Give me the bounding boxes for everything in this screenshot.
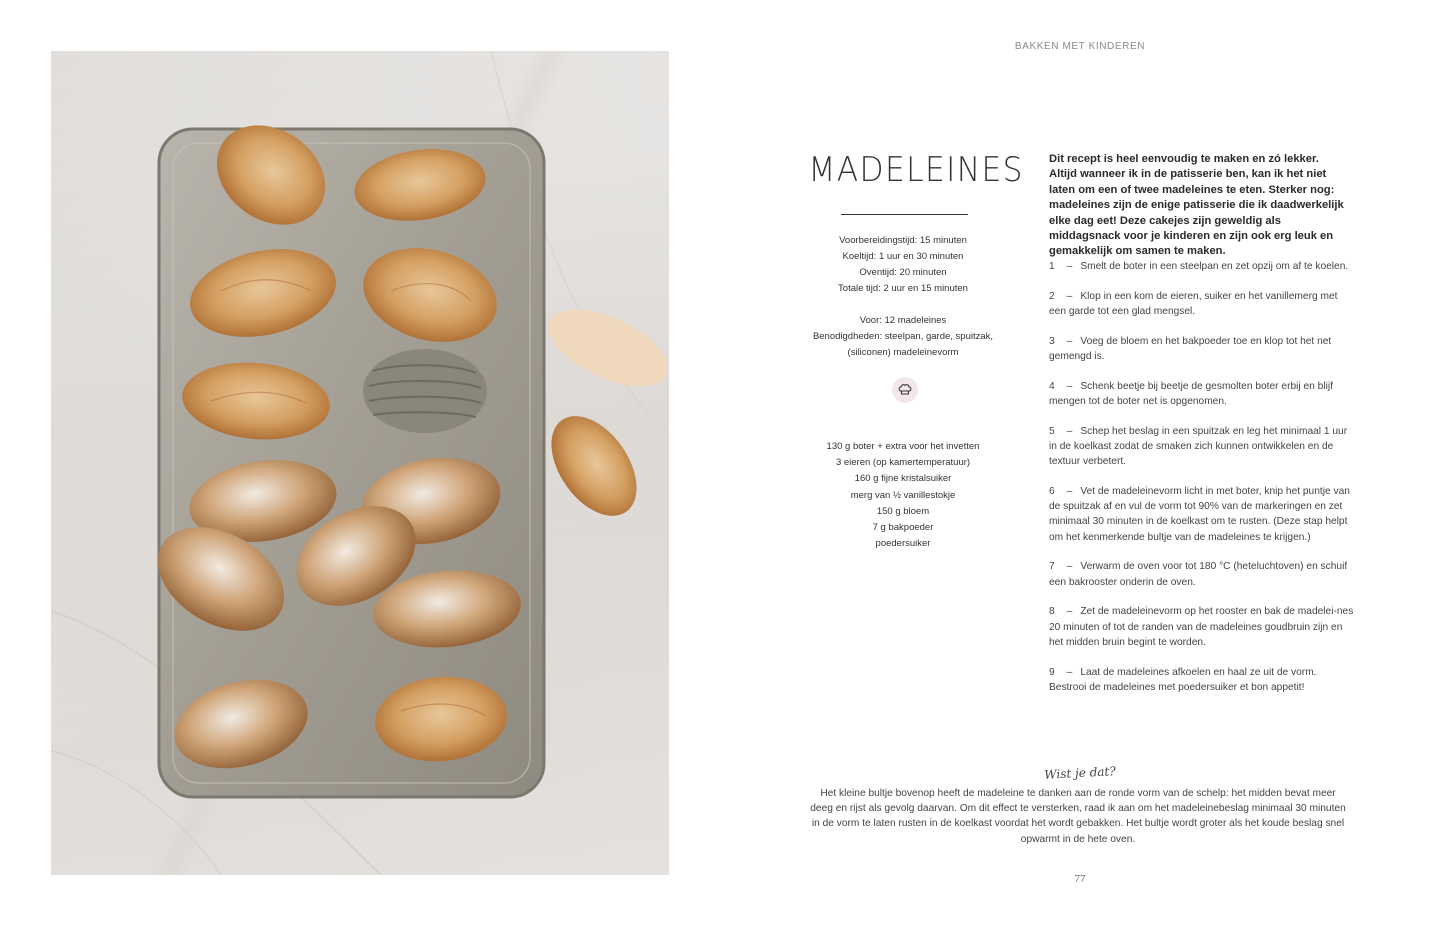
page-number: 77 xyxy=(1074,873,1086,885)
step-3: 3 – Voeg de bloem en het bakpoeder toe en klop tot het net gemengd is. xyxy=(1049,335,1332,362)
step-1: 1 – Smelt de boter in een steelpan en zet opzij om af te koelen. xyxy=(1049,261,1349,272)
step-9: 9 – Laat de madeleines afkoelen en haal ze uit de vorm. Bestrooi de madeleines met poedersuiker et bon appetit! xyxy=(1049,666,1317,693)
ingredient: 130 g boter + extra voor het invetten xyxy=(826,441,980,452)
total-time: Totale tijd: 2 uur en 15 minuten xyxy=(838,283,968,294)
chef-hat-icon xyxy=(892,377,918,403)
bake-time: Oventijd: 20 minuten xyxy=(859,267,947,278)
tip-text: Het kleine bultje bovenop heeft de madeleine te danken aan de ronde vorm van de schelp: het midden bevat meer deeg en rijst als gevolg daarvan. Om dit effect te versterken, raad ik aan om het madeleinebeslag minimaal 30 minuten in de vorm te laten rusten in de koelkast voordat het wordt gebakken. Het bultje wordt groter als het koude beslag snel opwarmt in de hete oven. xyxy=(810,788,1346,845)
yield: Voor: 12 madeleines xyxy=(859,315,947,326)
ingredient: 7 g bakpoeder xyxy=(872,522,934,534)
prep-time: Voorbereidingstijd: 15 minuten xyxy=(839,235,967,246)
step-7: 7 – Verwarm de oven voor tot 180 °C (heteluchtoven) en schuif een bakrooster onderin de oven. xyxy=(1049,561,1348,588)
ingredient: poedersuiker xyxy=(875,538,931,550)
step-4: 4 – Schenk beetje bij beetje de gesmolten boter erbij en blijf mengen tot de boter net is opgenomen. xyxy=(1049,380,1333,407)
ingredient: 150 g bloem xyxy=(876,505,930,517)
step-2: 2 – Klop in een kom de eieren, suiker en het vanillemerg met een garde tot een glad mengsel. xyxy=(1049,290,1338,317)
step-6: 6 – Vet de madeleinevorm licht in met boter, knip het puntje van de spuitzak af en vul de vorm tot 90% van de markeringen en zet minimaal 30 minuten in de koelkast om te rusten. (Deze stap helpt om het kenmerkende bultje van de madeleines te krijgen.) xyxy=(1049,486,1350,543)
intro-paragraph: Dit recept is heel eenvoudig te maken en zó lekker. Altijd wanneer ik in de patisserie ben, kan ik het niet laten om een of twee madeleines te eten. Sterker nog: madeleines zijn de enige patisserie die ik daadwerkelijk elke dag eet! Deze cakejes zijn geweldig als middagsnack voor je kinderen en zijn ook erg leuk en gemakkelijk om samen te maken. xyxy=(1049,153,1344,258)
title-divider xyxy=(841,214,968,215)
ingredient: 3 eieren (op kamertemperatuur) xyxy=(835,457,971,469)
chill-time: Koeltijd: 1 uur en 30 minuten xyxy=(842,251,964,262)
photo-illustration xyxy=(51,51,669,875)
tools-line-2: (siliconen) madeleinevorm xyxy=(847,347,959,358)
tip-heading: Wist je dat? xyxy=(1043,764,1117,782)
step-5: 5 – Schep het beslag in een spuitzak en leg het minimaal 1 uur in de koelkast zodat de smaken zich kunnen ontwikkelen en de textuur verbetert. xyxy=(1049,425,1348,468)
method-steps xyxy=(1049,259,1354,710)
ingredient: merg van ½ vanillestokje xyxy=(850,489,956,501)
recipe-meta xyxy=(803,233,1003,361)
running-head: BAKKEN MET KINDEREN xyxy=(1014,41,1146,52)
ingredient: 160 g fijne kristalsuiker xyxy=(854,473,952,485)
recipe-title: MADELEINES xyxy=(808,150,1024,190)
madeleines-photo xyxy=(51,51,669,875)
tools-line-1: Benodigdheden: steelpan, garde, spuitzak, xyxy=(812,331,994,342)
ingredient-list xyxy=(803,439,1003,552)
step-8: 8 – Zet de madeleinevorm op het rooster en bak de madelei-nes 20 minuten of tot de randen van de madeleines goudbruin zijn en het midden bruin begint te worden. xyxy=(1049,606,1354,648)
